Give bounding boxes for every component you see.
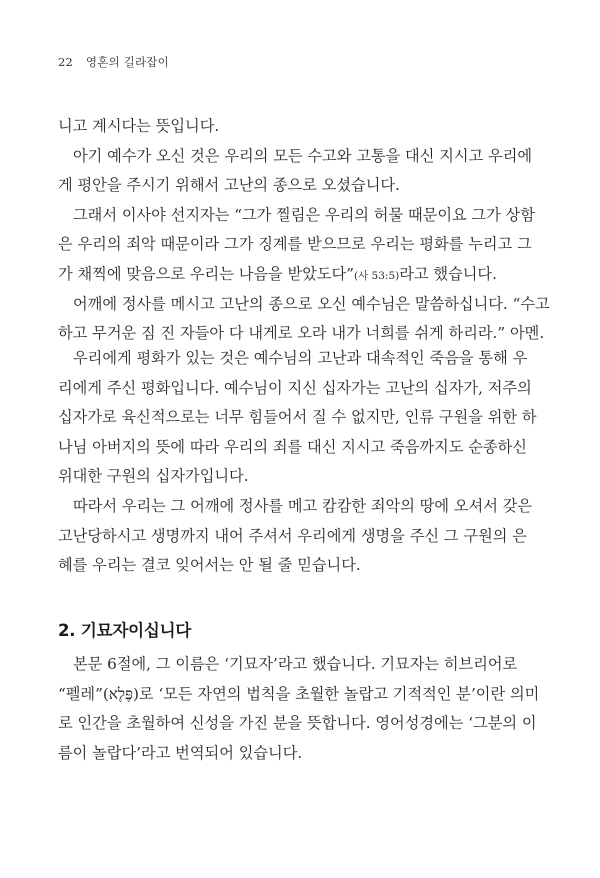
- text-line: 그래서 이사야 선지자는 “그가 찔림은 우리의 허물 때문이요 그가 상함: [73, 205, 536, 224]
- text-line: 나님 아버지의 뜻에 따라 우리의 죄를 대신 지시고 죽음까지도 순종하신: [58, 437, 527, 456]
- text-line: “펠레”(פֶּלֶא)로 ‘모든 자연의 법칙을 초월한 놀랍고 기적적인 분’이란 의미: [58, 684, 540, 703]
- text-line: 게 평안을 주시기 위해서 고난의 종으로 오셨습니다.: [58, 176, 400, 195]
- running-header: [58, 54, 169, 70]
- text-line: 따라서 우리는 그 어깨에 정사를 메고 캄캄한 죄악의 땅에 오셔서 갖은: [73, 496, 533, 515]
- text-line: [58, 260, 558, 290]
- text-line: 리에게 주신 평화입니다. 예수님이 지신 십자가는 고난의 십자가, 저주의: [58, 378, 532, 397]
- book-title: 영혼의 길라잡이: [85, 55, 169, 69]
- body-text-block-3: [58, 650, 558, 768]
- text-line: 하고 무거운 짐 진 자들아 다 내게로 오라 내가 너희를 쉬게 하리라.” 아멘.: [58, 324, 545, 343]
- text-line: 로 인간을 초월하여 신성을 가진 분을 뜻합니다. 영어성경에는 ‘그분의 이: [58, 714, 537, 733]
- body-text-block-1: [58, 112, 558, 349]
- quote-text: 가 채찍에 맞음으로 우리는 나음을 받았도다”: [58, 264, 354, 283]
- text-line: 니고 계시다는 뜻입니다.: [58, 117, 220, 135]
- quote-tail: 라고 했습니다.: [399, 264, 497, 283]
- text-line: 우리에게 평화가 있는 것은 예수님의 고난과 대속적인 죽음을 통해 우: [73, 349, 528, 367]
- text-line: 십자가로 육신적으로는 너무 힘들어서 질 수 없지만, 인류 구원을 위한 하: [58, 408, 537, 427]
- text-line: 위대한 구원의 십자가입니다.: [58, 467, 249, 486]
- text-line: 혜를 우리는 결코 잊어서는 안 될 줄 믿습니다.: [58, 556, 361, 575]
- text-line: 은 우리의 죄악 때문이라 그가 징계를 받으므로 우리는 평화를 누리고 그: [58, 235, 532, 254]
- text-line: 고난당하시고 생명까지 내어 주셔서 우리에게 생명을 주신 그 구원의 은: [58, 526, 527, 545]
- body-text-block-2: [58, 344, 558, 581]
- page-number: 22: [58, 55, 74, 69]
- scripture-reference: (사 53:5): [353, 269, 400, 282]
- text-line: 본문 6절에, 그 이름은 ‘기묘자’라고 했습니다. 기묘자는 히브리어로: [73, 655, 518, 673]
- text-line: 아기 예수가 오신 것은 우리의 모든 수고와 고통을 대신 지시고 우리에: [73, 146, 533, 165]
- section-heading: 2. 기묘자이십니다: [58, 621, 192, 640]
- text-line: 어깨에 정사를 메시고 고난의 종으로 오신 예수님은 말씀하십니다. “수고: [73, 294, 550, 313]
- text-line: 름이 놀랍다’라고 번역되어 있습니다.: [58, 743, 303, 762]
